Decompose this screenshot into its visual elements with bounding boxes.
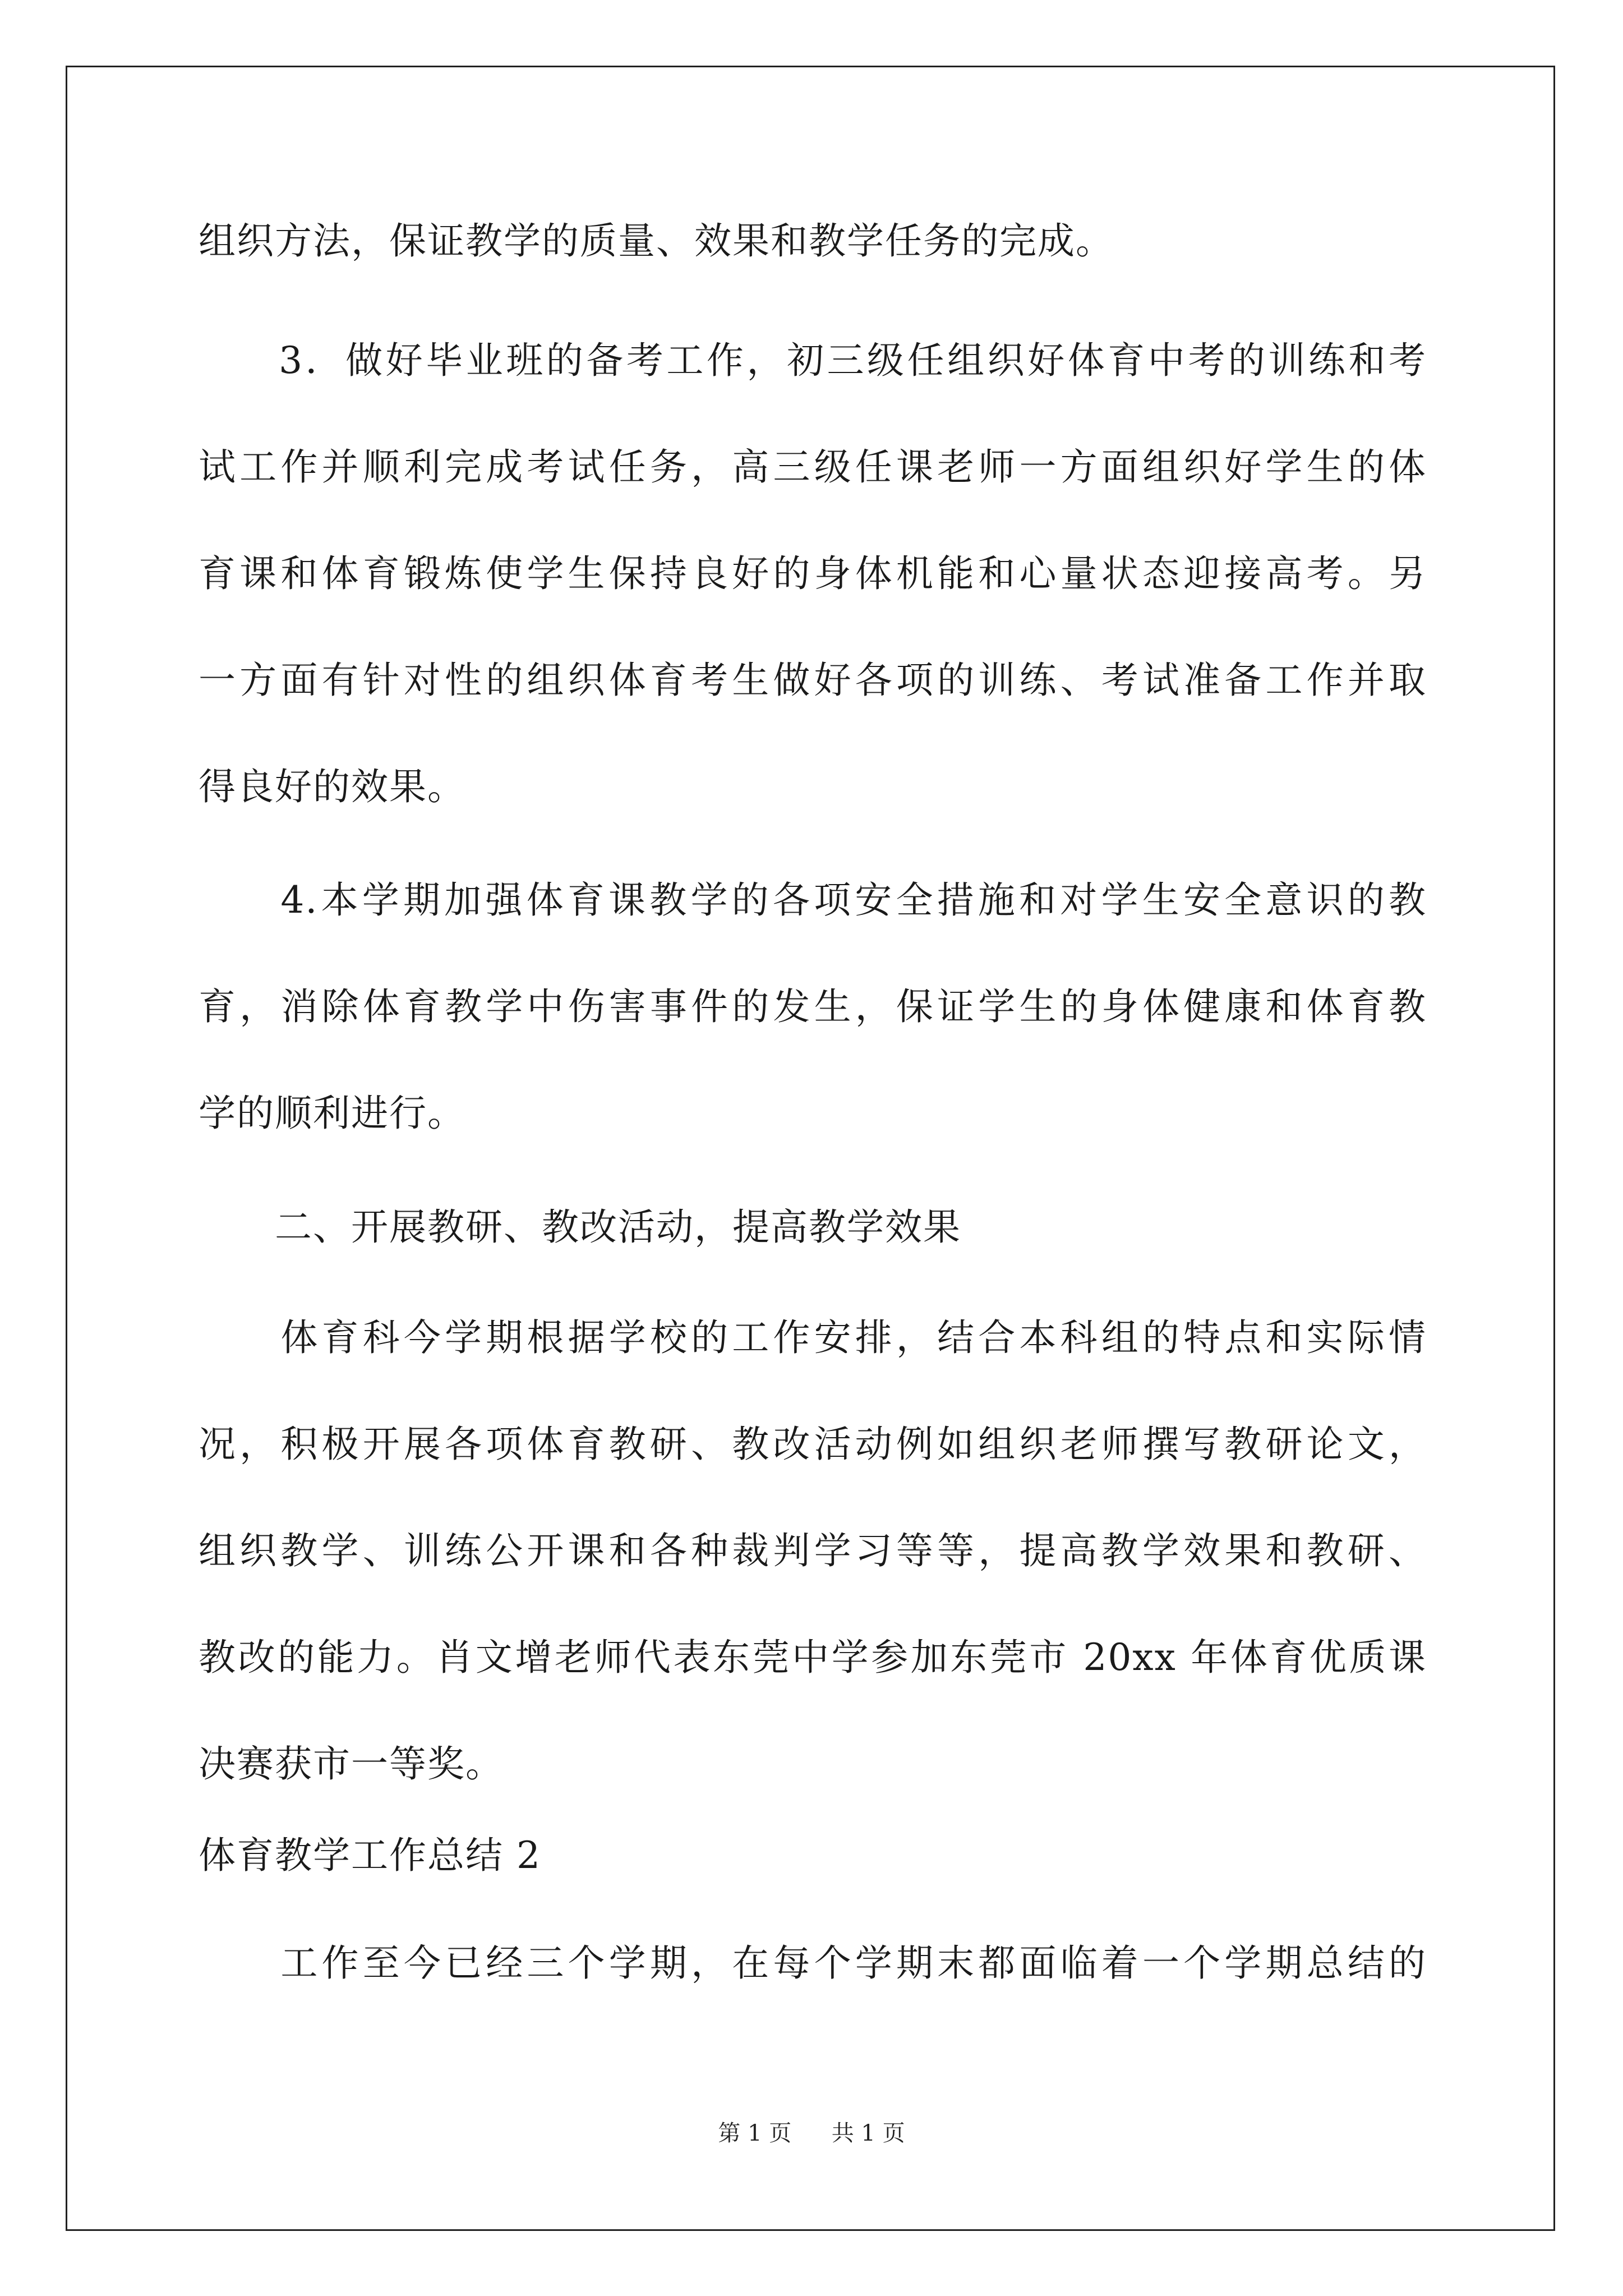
paragraph-line: 育课和体育锻炼使学生保持良好的身体机能和心量状态迎接高考。另 [199, 552, 1427, 595]
document-title: 体育教学工作总结 2 [199, 1834, 541, 1877]
paragraph-line: 学的顺利进行。 [199, 1092, 465, 1135]
paragraph-line: 组织教学、训练公开课和各种裁判学习等等，提高教学效果和教研、 [199, 1529, 1427, 1572]
paragraph-line: 得良好的效果。 [199, 765, 465, 808]
page-number-current: 第 1 页 [718, 2120, 792, 2146]
paragraph-line: 决赛获市一等奖。 [199, 1742, 504, 1786]
paragraph-line: 组织方法，保证教学的质量、效果和教学任务的完成。 [199, 219, 1114, 263]
paragraph-line: 教改的能力。肖文增老师代表东莞中学参加东莞市 20xx 年体育优质课 [199, 1636, 1427, 1679]
page-footer [0, 2116, 1623, 2150]
paragraph-line: 一方面有针对性的组织体育考生做好各项的训练、考试准备工作并取 [199, 659, 1427, 702]
paragraph-line: 况，积极开展各项体育教研、教改活动例如组织老师撰写教研论文， [199, 1423, 1427, 1466]
paragraph-line: 4.本学期加强体育课教学的各项安全措施和对学生安全意识的教 [199, 878, 1427, 922]
paragraph-line: 3．做好毕业班的备考工作，初三级任组织好体育中考的训练和考 [199, 339, 1427, 382]
paragraph-line: 育，消除体育教学中伤害事件的发生，保证学生的身体健康和体育教 [199, 985, 1427, 1028]
paragraph-line: 工作至今已经三个学期，在每个学期末都面临着一个学期总结的 [199, 1941, 1427, 1985]
page-border [66, 66, 1555, 2231]
section-heading: 二、开展教研、教改活动，提高教学效果 [199, 1205, 961, 1249]
paragraph-line: 试工作并顺利完成考试任务，高三级任课老师一方面组织好学生的体 [199, 445, 1427, 489]
paragraph-line: 体育科今学期根据学校的工作安排，结合本科组的特点和实际情 [199, 1316, 1427, 1359]
page-number-total: 共 1 页 [831, 2120, 905, 2146]
